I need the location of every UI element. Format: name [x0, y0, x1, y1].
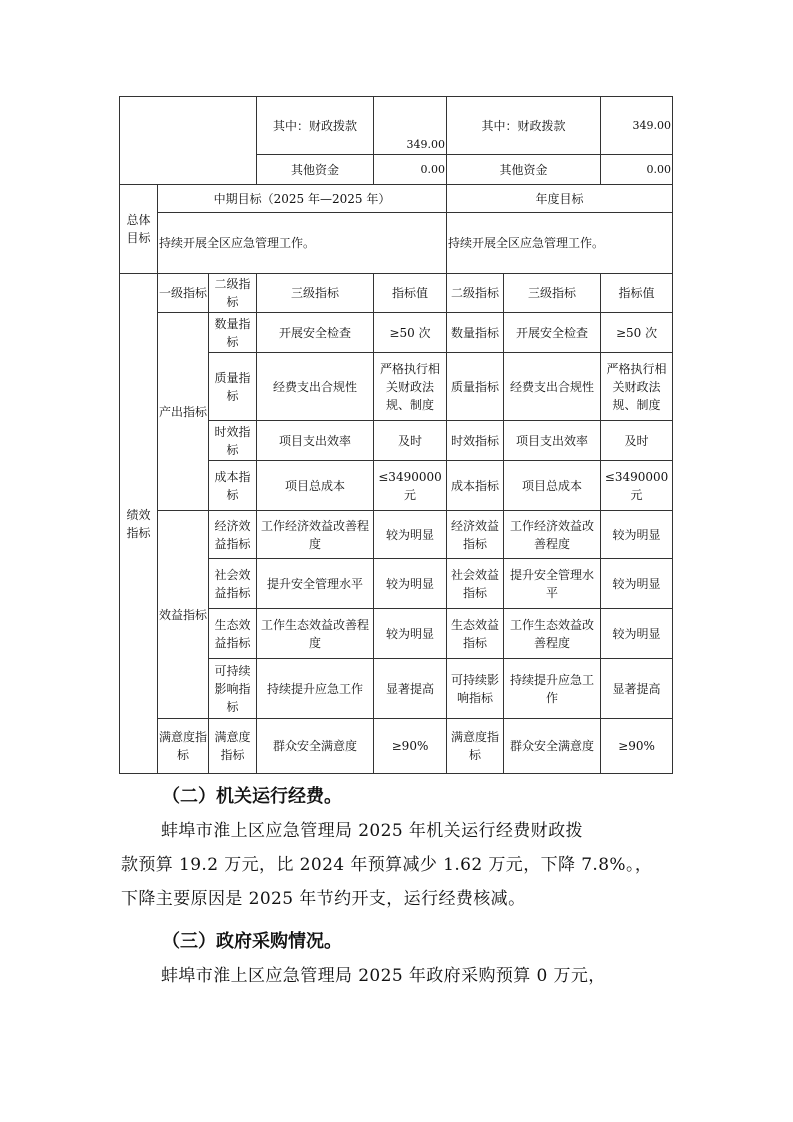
value-cell: ≥90% — [601, 719, 673, 774]
value-cell: 显著提高 — [374, 659, 447, 719]
level3-cell: 项目支出效率 — [257, 421, 374, 461]
level3-cell: 项目总成本 — [257, 461, 374, 511]
paragraph-line: 蚌埠市淮上区应急管理局 2025 年政府采购预算 0 万元， — [161, 966, 606, 986]
level2-cell: 满意度指标 — [209, 719, 257, 774]
level3-cell: 工作生态效益改善程度 — [257, 609, 374, 659]
value-cell: ≤3490000元 — [374, 461, 447, 511]
level3-cell: 项目总成本 — [504, 461, 601, 511]
satisfaction-indicator-label: 满意度指标 — [158, 719, 209, 774]
table-row — [120, 511, 673, 559]
value-cell: 严格执行相关财政法规、制度 — [374, 353, 447, 421]
level3-cell: 群众安全满意度 — [504, 719, 601, 774]
paragraph-line: 蚌埠市淮上区应急管理局 2025 年机关运行经费财政拨 — [161, 821, 583, 841]
level2-cell: 质量指标 — [209, 353, 257, 421]
value-cell: 显著提高 — [601, 659, 673, 719]
level2-cell: 质量指标 — [447, 353, 504, 421]
level2-cell: 社会效益指标 — [447, 559, 504, 609]
fund-value: 349.00 — [601, 97, 673, 155]
level3-cell: 提升安全管理水平 — [257, 559, 374, 609]
level2-cell: 数量指标 — [209, 313, 257, 353]
level3-cell: 经费支出合规性 — [257, 353, 374, 421]
fund-value: 349.00 — [374, 97, 447, 155]
output-indicator-label: 产出指标 — [158, 313, 209, 511]
header-level1: 一级指标 — [158, 274, 209, 313]
mid-term-goal-text: 持续开展全区应急管理工作。 — [158, 213, 447, 274]
level3-cell: 开展安全检查 — [504, 313, 601, 353]
fund-value: 0.00 — [374, 155, 447, 185]
level2-cell: 经济效益指标 — [209, 511, 257, 559]
annual-goal-text: 持续开展全区应急管理工作。 — [447, 213, 673, 274]
value-cell: 较为明显 — [601, 609, 673, 659]
value-cell: 严格执行相关财政法规、制度 — [601, 353, 673, 421]
level2-cell: 社会效益指标 — [209, 559, 257, 609]
level3-cell: 工作经济效益改善程度 — [257, 511, 374, 559]
value-cell: 较为明显 — [374, 609, 447, 659]
mid-term-goal-header: 中期目标（2025 年—2025 年） — [158, 185, 447, 213]
value-cell: 较为明显 — [601, 511, 673, 559]
level3-cell: 项目支出效率 — [504, 421, 601, 461]
level2-cell: 时效指标 — [447, 421, 504, 461]
overall-goal-label: 总体目标 — [120, 185, 158, 274]
paragraph-line: 款预算 19.2 万元，比 2024 年预算减少 1.62 万元，下降 7.8%。， — [121, 855, 653, 875]
level2-cell: 生态效益指标 — [209, 609, 257, 659]
section-heading-operating-expenses: （二）机关运行经费。 — [162, 786, 342, 807]
blank-cell — [120, 97, 257, 185]
level3-cell: 持续提升应急工作 — [504, 659, 601, 719]
paragraph-operating-expenses — [121, 814, 681, 916]
level2-cell: 成本指标 — [447, 461, 504, 511]
performance-table — [119, 96, 673, 774]
header-level2: 二级指标 — [209, 274, 257, 313]
header-level3: 三级指标 — [257, 274, 374, 313]
fund-label: 其他资金 — [447, 155, 601, 185]
level2-cell: 可持续影响指标 — [209, 659, 257, 719]
level2-cell: 时效指标 — [209, 421, 257, 461]
fund-label: 其中：财政拨款 — [257, 97, 374, 155]
level3-cell: 工作经济效益改善程度 — [504, 511, 601, 559]
level3-cell: 提升安全管理水平 — [504, 559, 601, 609]
header-value: 指标值 — [374, 274, 447, 313]
value-cell: 较为明显 — [374, 559, 447, 609]
section-heading-procurement: （三）政府采购情况。 — [162, 931, 342, 952]
value-cell: 及时 — [374, 421, 447, 461]
benefit-indicator-label: 效益指标 — [158, 511, 209, 719]
paragraph-procurement — [121, 959, 681, 993]
value-cell: ≥50 次 — [374, 313, 447, 353]
level3-cell: 群众安全满意度 — [257, 719, 374, 774]
value-cell: 较为明显 — [374, 511, 447, 559]
value-cell: 较为明显 — [601, 559, 673, 609]
fund-label: 其中：财政拨款 — [447, 97, 601, 155]
fund-label: 其他资金 — [257, 155, 374, 185]
table-row — [120, 313, 673, 353]
level2-cell: 数量指标 — [447, 313, 504, 353]
level2-cell: 生态效益指标 — [447, 609, 504, 659]
level2-cell: 满意度指标 — [447, 719, 504, 774]
header-value-annual: 指标值 — [601, 274, 673, 313]
level2-cell: 成本指标 — [209, 461, 257, 511]
level3-cell: 经费支出合规性 — [504, 353, 601, 421]
level3-cell: 持续提升应急工作 — [257, 659, 374, 719]
value-cell: 及时 — [601, 421, 673, 461]
value-cell: ≤3490000元 — [601, 461, 673, 511]
level3-cell: 开展安全检查 — [257, 313, 374, 353]
value-cell: ≥90% — [374, 719, 447, 774]
fund-value: 0.00 — [601, 155, 673, 185]
level2-cell: 经济效益指标 — [447, 511, 504, 559]
performance-indicator-label: 绩效指标 — [120, 274, 158, 774]
annual-goal-header: 年度目标 — [447, 185, 673, 213]
level2-cell: 可持续影响指标 — [447, 659, 504, 719]
header-level3-annual: 三级指标 — [504, 274, 601, 313]
header-level2-annual: 二级指标 — [447, 274, 504, 313]
paragraph-line: 下降主要原因是 2025 年节约开支，运行经费核减。 — [121, 889, 526, 909]
level3-cell: 工作生态效益改善程度 — [504, 609, 601, 659]
table-row — [120, 719, 673, 774]
value-cell: ≥50 次 — [601, 313, 673, 353]
